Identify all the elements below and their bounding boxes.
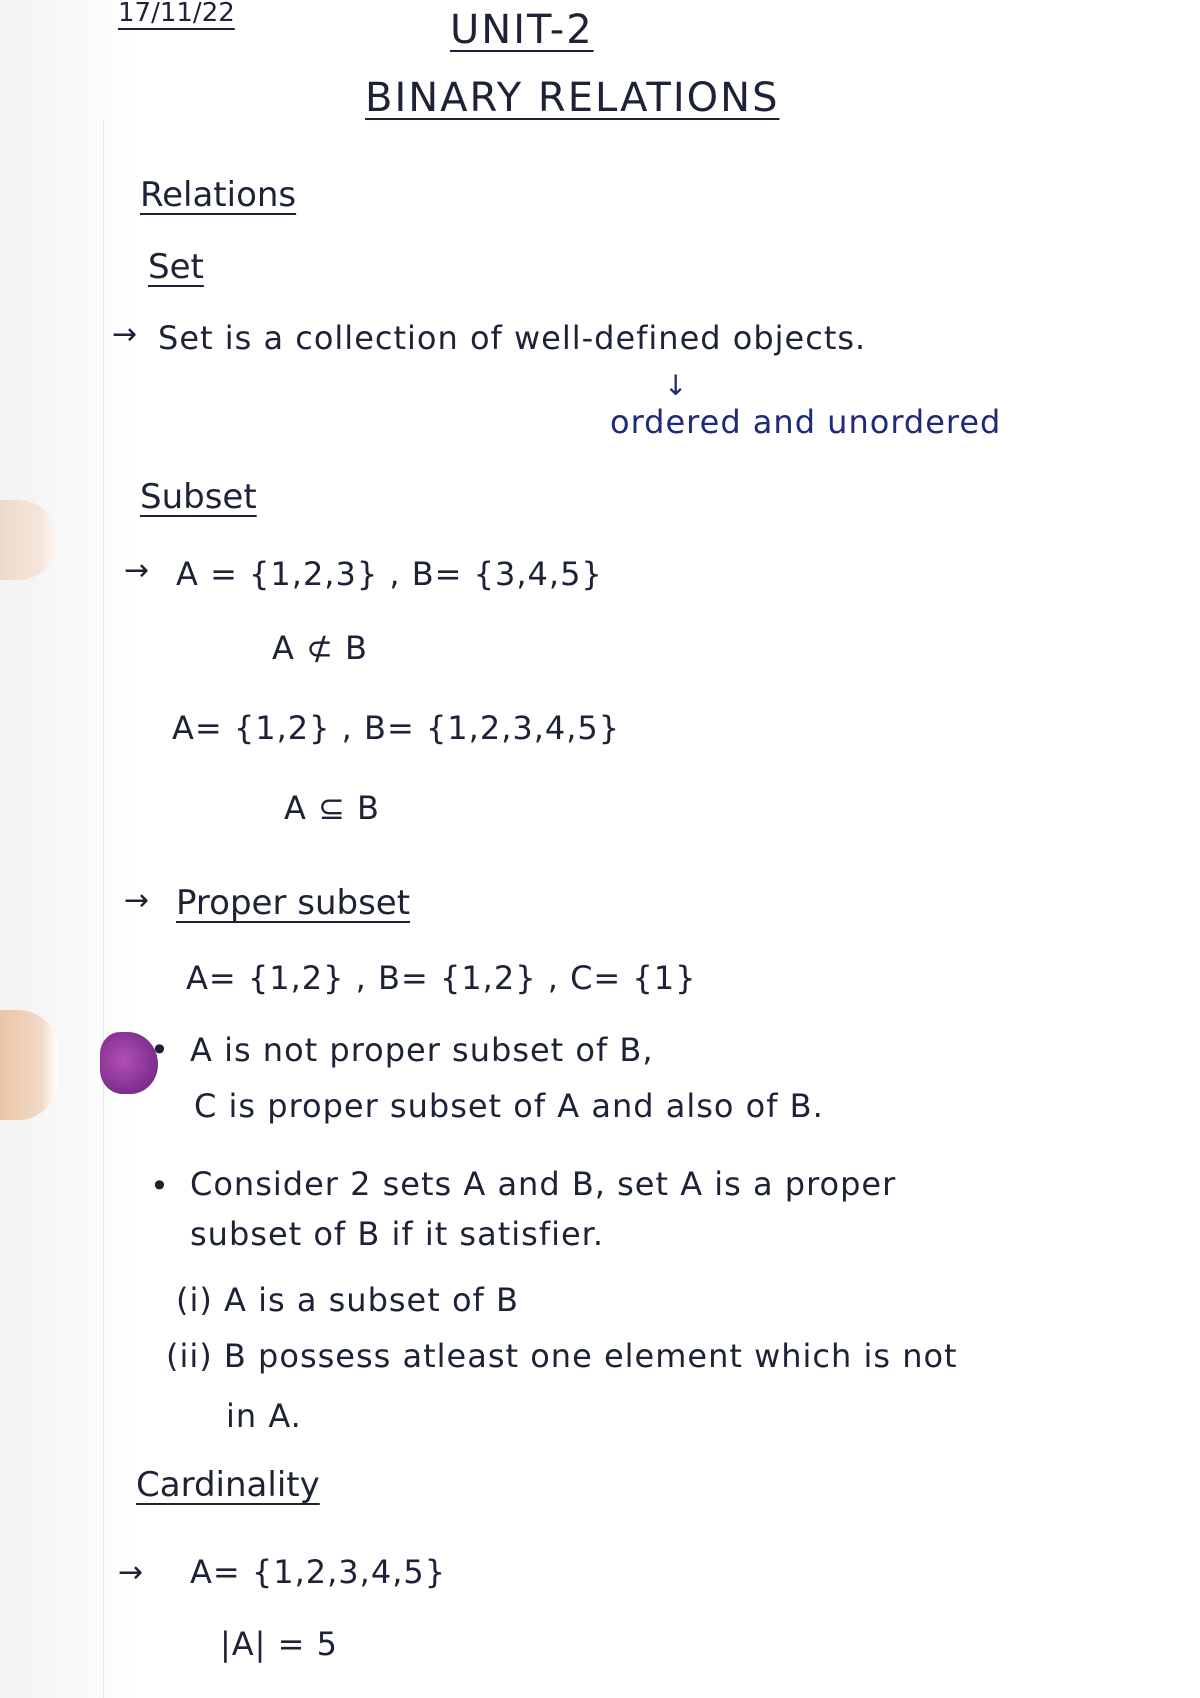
bullet1-line1: A is not proper subset of B, — [190, 1031, 654, 1069]
cardinality-result: |A| = 5 — [220, 1625, 338, 1663]
margin-rule — [103, 120, 104, 1698]
relations-heading: Relations — [140, 175, 297, 215]
subset-result-2: A ⊆ B — [284, 789, 380, 827]
subset-result-1: A ⊄ B — [272, 629, 368, 667]
bullet-dot-2: • — [150, 1167, 170, 1205]
date: 17/11/22 — [118, 0, 235, 28]
finger-bottom — [0, 1010, 58, 1120]
bullet1-line2: C is proper subset of A and also of B. — [194, 1087, 824, 1125]
set-note: ordered and unordered — [610, 403, 1002, 441]
condition-2-line2: in A. — [226, 1397, 302, 1435]
subset-example-1: A = {1,2,3} , B= {3,4,5} — [176, 555, 603, 593]
bullet-dot-1: • — [150, 1031, 170, 1069]
condition-2-line1: (ii) B possess atleast one element which is not — [166, 1337, 958, 1375]
set-arrow: → — [112, 317, 138, 352]
subset-example-2: A= {1,2} , B= {1,2,3,4,5} — [172, 709, 621, 747]
bullet2-line1: Consider 2 sets A and B, set A is a proper — [190, 1165, 897, 1203]
bullet2-line2: subset of B if it satisfier. — [190, 1215, 605, 1253]
proper-subset-example: A= {1,2} , B= {1,2} , C= {1} — [186, 959, 697, 997]
down-arrow: ↓ — [664, 369, 688, 402]
proper-subset-heading: Proper subset — [176, 883, 411, 923]
page-title: BINARY RELATIONS — [365, 75, 780, 121]
set-subheading: Set — [148, 247, 204, 287]
cardinality-heading: Cardinality — [136, 1465, 320, 1505]
subset-arrow: → — [124, 553, 150, 588]
condition-1: (i) A is a subset of B — [176, 1281, 519, 1319]
cardinality-example: A= {1,2,3,4,5} — [190, 1553, 447, 1591]
subset-heading: Subset — [140, 477, 257, 517]
cardinality-arrow: → — [118, 1555, 144, 1590]
finger-top — [0, 500, 58, 580]
set-definition: Set is a collection of well-defined objects. — [158, 319, 867, 357]
proper-subset-arrow: → — [124, 883, 150, 918]
page-title-unit: UNIT-2 — [450, 7, 594, 53]
